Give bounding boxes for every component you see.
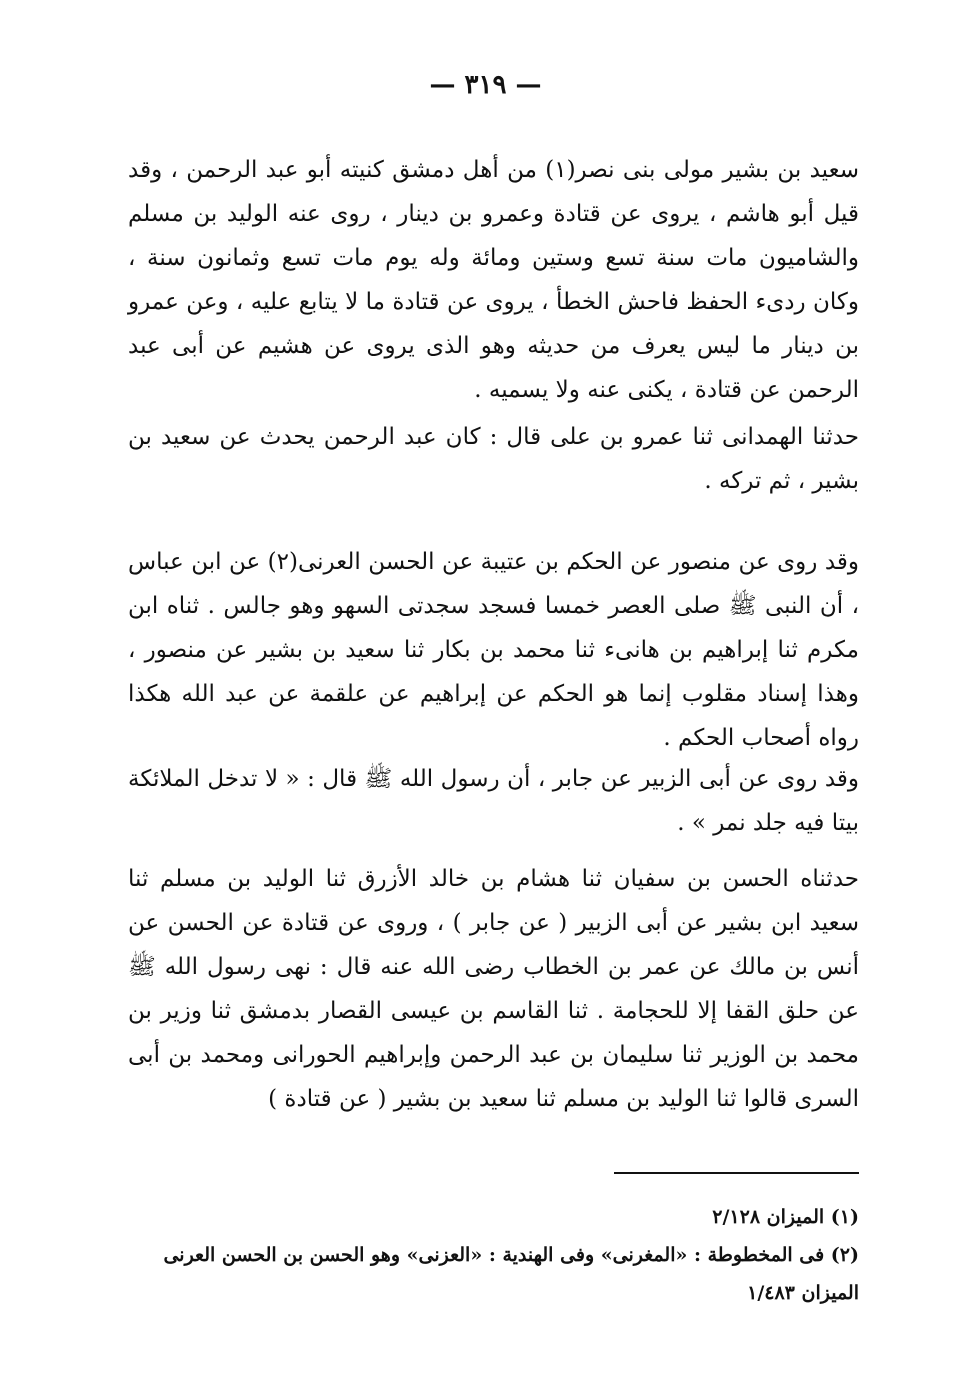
footnotes (128, 1198, 859, 1312)
page-number: — ٣١٩ — (429, 70, 542, 100)
paragraph-3: وقد روى عن منصور عن الحكم بن عتيبة عن الحسن العرنى(٢) عن ابن عباس ، أن النبى ﷺ صلى العصر خمسا فسجد سجدتى السهو وهو جالس . ثناه ابن مكرم ثنا إبراهيم بن هانىء ثنا محمد بن بكار ثنا سعيد بن بشير عن منصور ، وهذا إسناد مقلوب إنما هو الحكم عن إبراهيم عن علقمة عن عبد الله هكذا رواه أصحاب الحكم . (128, 549, 859, 751)
paragraph-2: حدثنا الهمدانى ثنا عمرو بن على قال : كان عبد الرحمن يحدث عن سعيد بن بشير ، ثم تركه . (128, 424, 859, 494)
paragraph-4: وقد روى عن أبى الزبير عن جابر ، أن رسول الله ﷺ قال : « لا تدخل الملائكة بيتا فيه جلد نمر » . (128, 766, 859, 836)
paragraph-5: حدثناه الحسن بن سفيان ثنا هشام بن خالد الأزرق ثنا الوليد بن مسلم ثنا سعيد ابن بشير عن أبى الزبير ( عن جابر ) ، وروى عن قتادة عن الحسن عن أنس بن مالك عن عمر بن الخطاب رضى الله عنه قال : نهى رسول الله ﷺ عن حلق القفا إلا للحجامة . ثنا القاسم بن عيسى القصار بدمشق ثنا وزير بن محمد بن الوزير ثنا سليمان بن عبد الرحمن وإبراهيم الحورانى ومحمد بن أبى السرى قالوا ثنا الوليد بن مسلم ثنا سعيد بن بشير ( عن قتادة ) (128, 866, 859, 1112)
footnote-2: (٢) فى المخطوطة : «المغرنى» وفى الهندية : «العزنى» وهو الحسن بن الحسن العرنى الميزان ١/٤٨٣ (163, 1244, 859, 1304)
footnote-1: (١) الميزان ٢/١٢٨ (712, 1206, 859, 1228)
footnote-divider (614, 1172, 859, 1174)
paragraph-1: سعيد بن بشير مولى بنى نصر(١) من أهل دمشق كنيته أبو عبد الرحمن ، وقد قيل أبو هاشم ، يروى عن قتادة وعمرو بن دينار ، روى عنه الوليد بن مسلم والشاميون مات سنة تسع وستين ومائة وله يوم مات تسع وثمانون سنة ، وكان ردىء الحفظ فاحش الخطأ ، يروى عن قتادة ما لا يتابع عليه ، وعن عمرو بن دينار ما ليس يعرف من حديثه وهو الذى يروى عن هشيم عن أبى عبد الرحمن عن قتادة ، يكنى عنه ولا يسميه . (128, 157, 859, 403)
